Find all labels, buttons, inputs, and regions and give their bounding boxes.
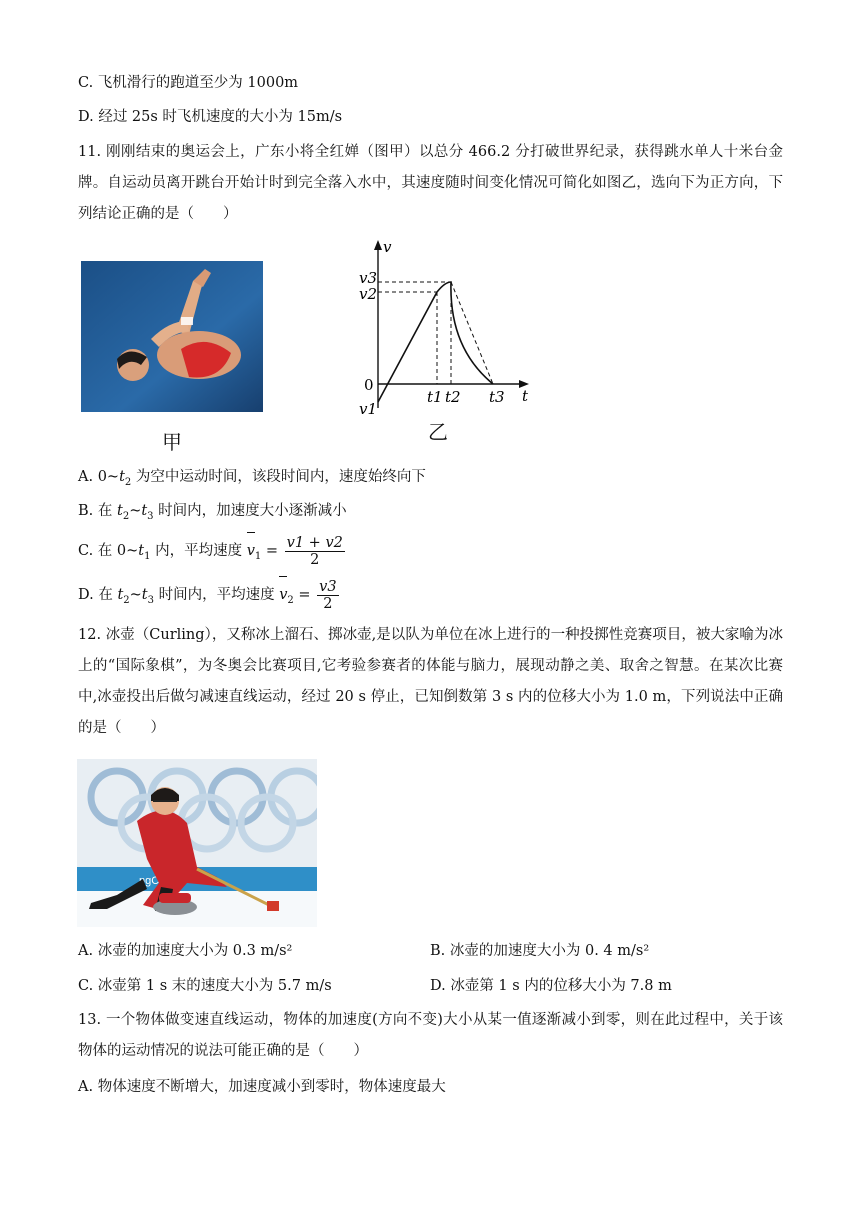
- v-axis-label: v: [383, 238, 392, 256]
- q13-option-a: A. 物体速度不断增大，加速度减小到零时，物体速度最大: [78, 1079, 446, 1095]
- v1-label: v1: [359, 400, 378, 418]
- t2-label: t2: [445, 388, 461, 406]
- option-d-previous: D. 经过 25s 时飞机速度的大小为 15m/s: [78, 109, 343, 125]
- origin-label: 0: [364, 376, 374, 394]
- t-axis-label: t: [522, 387, 529, 405]
- v2-label: v2: [359, 285, 378, 303]
- t1-label: t1: [427, 388, 443, 406]
- q12-option-b: B. 冰壶的加速度大小为 0. 4 m/s²: [430, 943, 650, 959]
- option-c-previous: C. 飞机滑行的跑道至少为 1000m: [78, 75, 299, 91]
- q12-option-d: D. 冰壶第 1 s 内的位移大小为 7.8 m: [430, 978, 672, 994]
- question-12-stem: 12. 冰壶（Curling），又称冰上溜石、掷冰壶,是以队为单位在冰上进行的一种投掷性竞赛项目，被大家喻为冰上的“国际象棋”，为冬奥会比赛项目,它考验参赛者的体能与脑力，展现动静之美、取舍之智慧。在某次比赛中,冰壶投出后做匀减速直线运动，经过 20 s 停止，已知倒数第 3 s 内的位移大小为 1.0 m，下列说法中正确的是（ ）: [78, 627, 783, 736]
- caption-jia: 甲: [162, 430, 182, 454]
- q11-option-a: A. $0\sim t_2$ 为空中运动时间，该段时间内，速度始终向下: [78, 469, 426, 488]
- v3-label: v3: [359, 269, 378, 287]
- q12-option-c: C. 冰壶第 1 s 末的速度大小为 5.7 m/s: [78, 978, 332, 994]
- caption-yi: 乙: [428, 420, 448, 444]
- question-13-stem: 13. 一个物体做变速直线运动，物体的加速度(方向不变)大小从某一值逐渐减小到零，则在此过程中，关于该物体的运动情况的说法可能正确的是（ ）: [78, 1012, 783, 1059]
- q11-option-b: B. 在 $t_2\sim t_3$ 时间内，加速度大小逐渐减小: [78, 503, 347, 522]
- q12-option-a: A. 冰壶的加速度大小为 0.3 m/s²: [78, 943, 293, 959]
- q11-option-d: D. 在 $t_2\sim t_3$ 时间内，平均速度 $v_2$ = $\frac{v3}{2}$: [78, 578, 337, 612]
- q11-option-c: C. 在 $0\sim t_1$ 内，平均速度 $v_1$ = $\frac{v1 + v2}{2}$: [78, 534, 343, 568]
- curling-photo: [77, 759, 317, 927]
- vt-graph: [345, 238, 545, 438]
- t3-label: t3: [489, 388, 505, 406]
- diver-photo: [81, 261, 263, 412]
- question-11-stem: 11. 刚刚结束的奥运会上，广东小将全红婵（图甲）以总分 466.2 分打破世界纪录，获得跳水单人十米台金牌。自运动员离开跳台开始计时到完全落入水中，其速度随时间变化情况可简化如图乙，选向下为正方向，下列结论正确的是（ ）: [78, 144, 783, 222]
